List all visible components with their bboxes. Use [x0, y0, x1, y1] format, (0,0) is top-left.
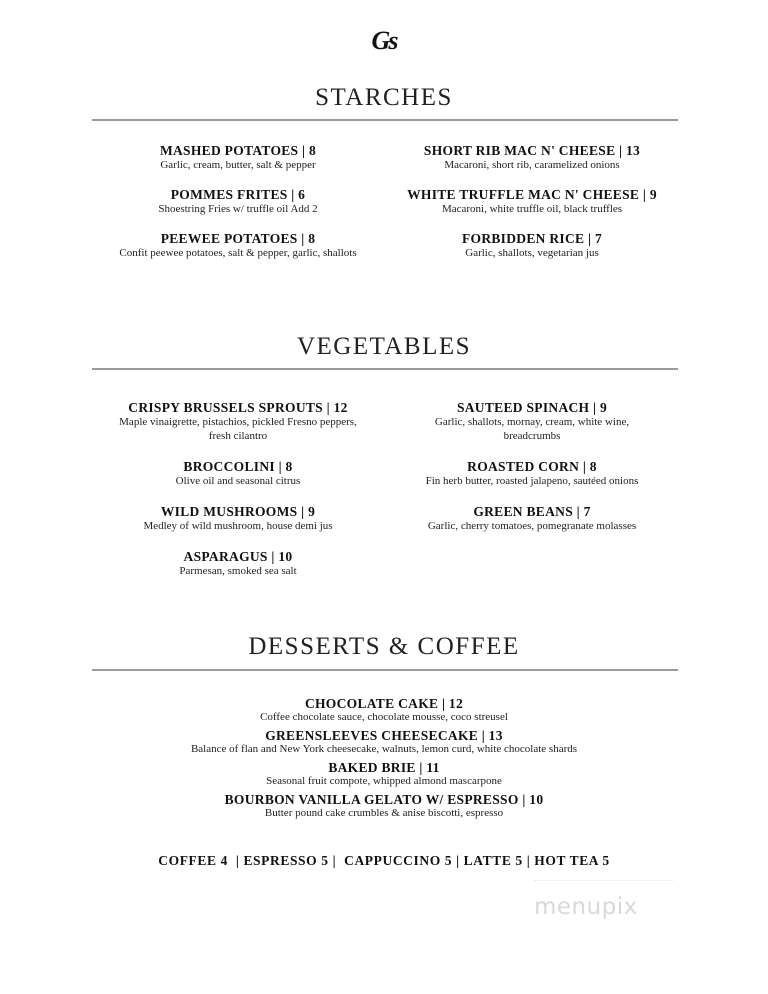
- watermark-divider: [534, 880, 674, 887]
- menu-item: [84, 696, 684, 723]
- watermark: [534, 894, 664, 934]
- menu-item-name: WHITE TRUFFLE MAC N' CHEESE | 9: [407, 187, 657, 202]
- menu-item-description: Olive oil and seasonal citrus: [175, 475, 301, 487]
- menu-item-name: GREENSLEEVES CHEESECAKE | 13: [265, 728, 503, 743]
- menu-item-description: Maple vinaigrette, pistachios, pickled Fresno peppers, fresh cilantro: [119, 416, 357, 442]
- menu-item: [88, 549, 388, 578]
- menu-item: [382, 187, 682, 216]
- desserts-list: [84, 696, 684, 819]
- menu-item-description: Medley of wild mushroom, house demi jus: [143, 520, 333, 532]
- vegetables-right-column: [382, 400, 682, 533]
- menu-item-name: ASPARAGUS | 10: [183, 549, 293, 564]
- menu-item-description: Shoestring Fries w/ truffle oil Add 2: [158, 203, 318, 215]
- menu-item-name: BROCCOLINI | 8: [183, 459, 293, 474]
- menu-item: [84, 728, 684, 755]
- menu-item-name: POMMES FRITES | 6: [170, 187, 306, 202]
- menu-item-description: Macaroni, white truffle oil, black truffles: [441, 203, 623, 215]
- menu-item: [84, 792, 684, 819]
- menu-item-description: Garlic, shallots, mornay, cream, white wine, breadcrumbs: [434, 416, 630, 442]
- watermark-text: menupix: [534, 894, 638, 920]
- menu-item-description: Fin herb butter, roasted jalapeno, sautéed onions: [425, 475, 639, 487]
- menu-item: [84, 760, 684, 787]
- menu-item-description: Confit peewee potatoes, salt & pepper, garlic, shallots: [119, 247, 357, 259]
- menu-item-name: GREEN BEANS | 7: [473, 504, 591, 519]
- menu-item-description: Garlic, cream, butter, salt & pepper: [160, 159, 316, 171]
- menu-item: [88, 143, 388, 172]
- menu-item-name: CRISPY BRUSSELS SPROUTS | 12: [128, 400, 348, 415]
- menu-item-name: CHOCOLATE CAKE | 12: [304, 696, 464, 711]
- menu-item-name: PEEWEE POTATOES | 8: [160, 231, 316, 246]
- section-title-vegetables: VEGETABLES: [296, 333, 472, 360]
- starches-left-column: [88, 143, 388, 260]
- menu-item-name: SAUTEED SPINACH | 9: [456, 400, 608, 415]
- coffee-prices: COFFEE 4 | ESPRESSO 5 | CAPPUCCINO 5 | LATTE 5 | HOT TEA 5: [158, 853, 610, 868]
- menu-item-description: Garlic, shallots, vegetarian jus: [465, 247, 599, 259]
- menu-item-name: BAKED BRIE | 11: [328, 760, 440, 775]
- menu-item-name: FORBIDDEN RICE | 7: [461, 231, 602, 246]
- menu-item: [382, 143, 682, 172]
- menu-item: [382, 504, 682, 533]
- menu-item: [88, 400, 388, 443]
- section-divider: [92, 368, 678, 370]
- section-divider: [92, 669, 678, 671]
- vegetables-left-column: [88, 400, 388, 578]
- menu-item: [88, 231, 388, 260]
- menu-item-description: Seasonal fruit compote, whipped almond mascarpone: [266, 775, 502, 787]
- menu-item: [382, 400, 682, 443]
- menu-item: [382, 231, 682, 260]
- menu-item-name: BOURBON VANILLA GELATO W/ ESPRESSO | 10: [224, 792, 544, 807]
- menu-item-description: Butter pound cake crumbles & anise biscotti, espresso: [264, 807, 504, 819]
- restaurant-logo: Gs: [371, 26, 397, 55]
- menu-item: [382, 459, 682, 488]
- menu-item-name: ROASTED CORN | 8: [467, 459, 597, 474]
- menu-item-name: SHORT RIB MAC N' CHEESE | 13: [423, 143, 641, 158]
- menu-item-name: MASHED POTATOES | 8: [159, 143, 317, 158]
- section-divider: [92, 119, 678, 121]
- menu-item-description: Balance of flan and New York cheesecake, walnuts, lemon curd, white chocolate shards: [190, 743, 578, 755]
- menu-item: [88, 459, 388, 488]
- section-title-desserts: DESSERTS & COFFEE: [248, 633, 520, 660]
- menu-item: [88, 504, 388, 533]
- menu-item-description: Parmesan, smoked sea salt: [179, 565, 297, 577]
- menu-item-description: Macaroni, short rib, caramelized onions: [444, 159, 620, 171]
- menu-item-description: Garlic, cherry tomatoes, pomegranate molasses: [427, 520, 637, 532]
- section-title-starches: STARCHES: [315, 84, 453, 111]
- menu-item: [88, 187, 388, 216]
- starches-right-column: [382, 143, 682, 260]
- menu-item-name: WILD MUSHROOMS | 9: [160, 504, 316, 519]
- menu-item-description: Coffee chocolate sauce, chocolate mousse, coco streusel: [260, 711, 508, 723]
